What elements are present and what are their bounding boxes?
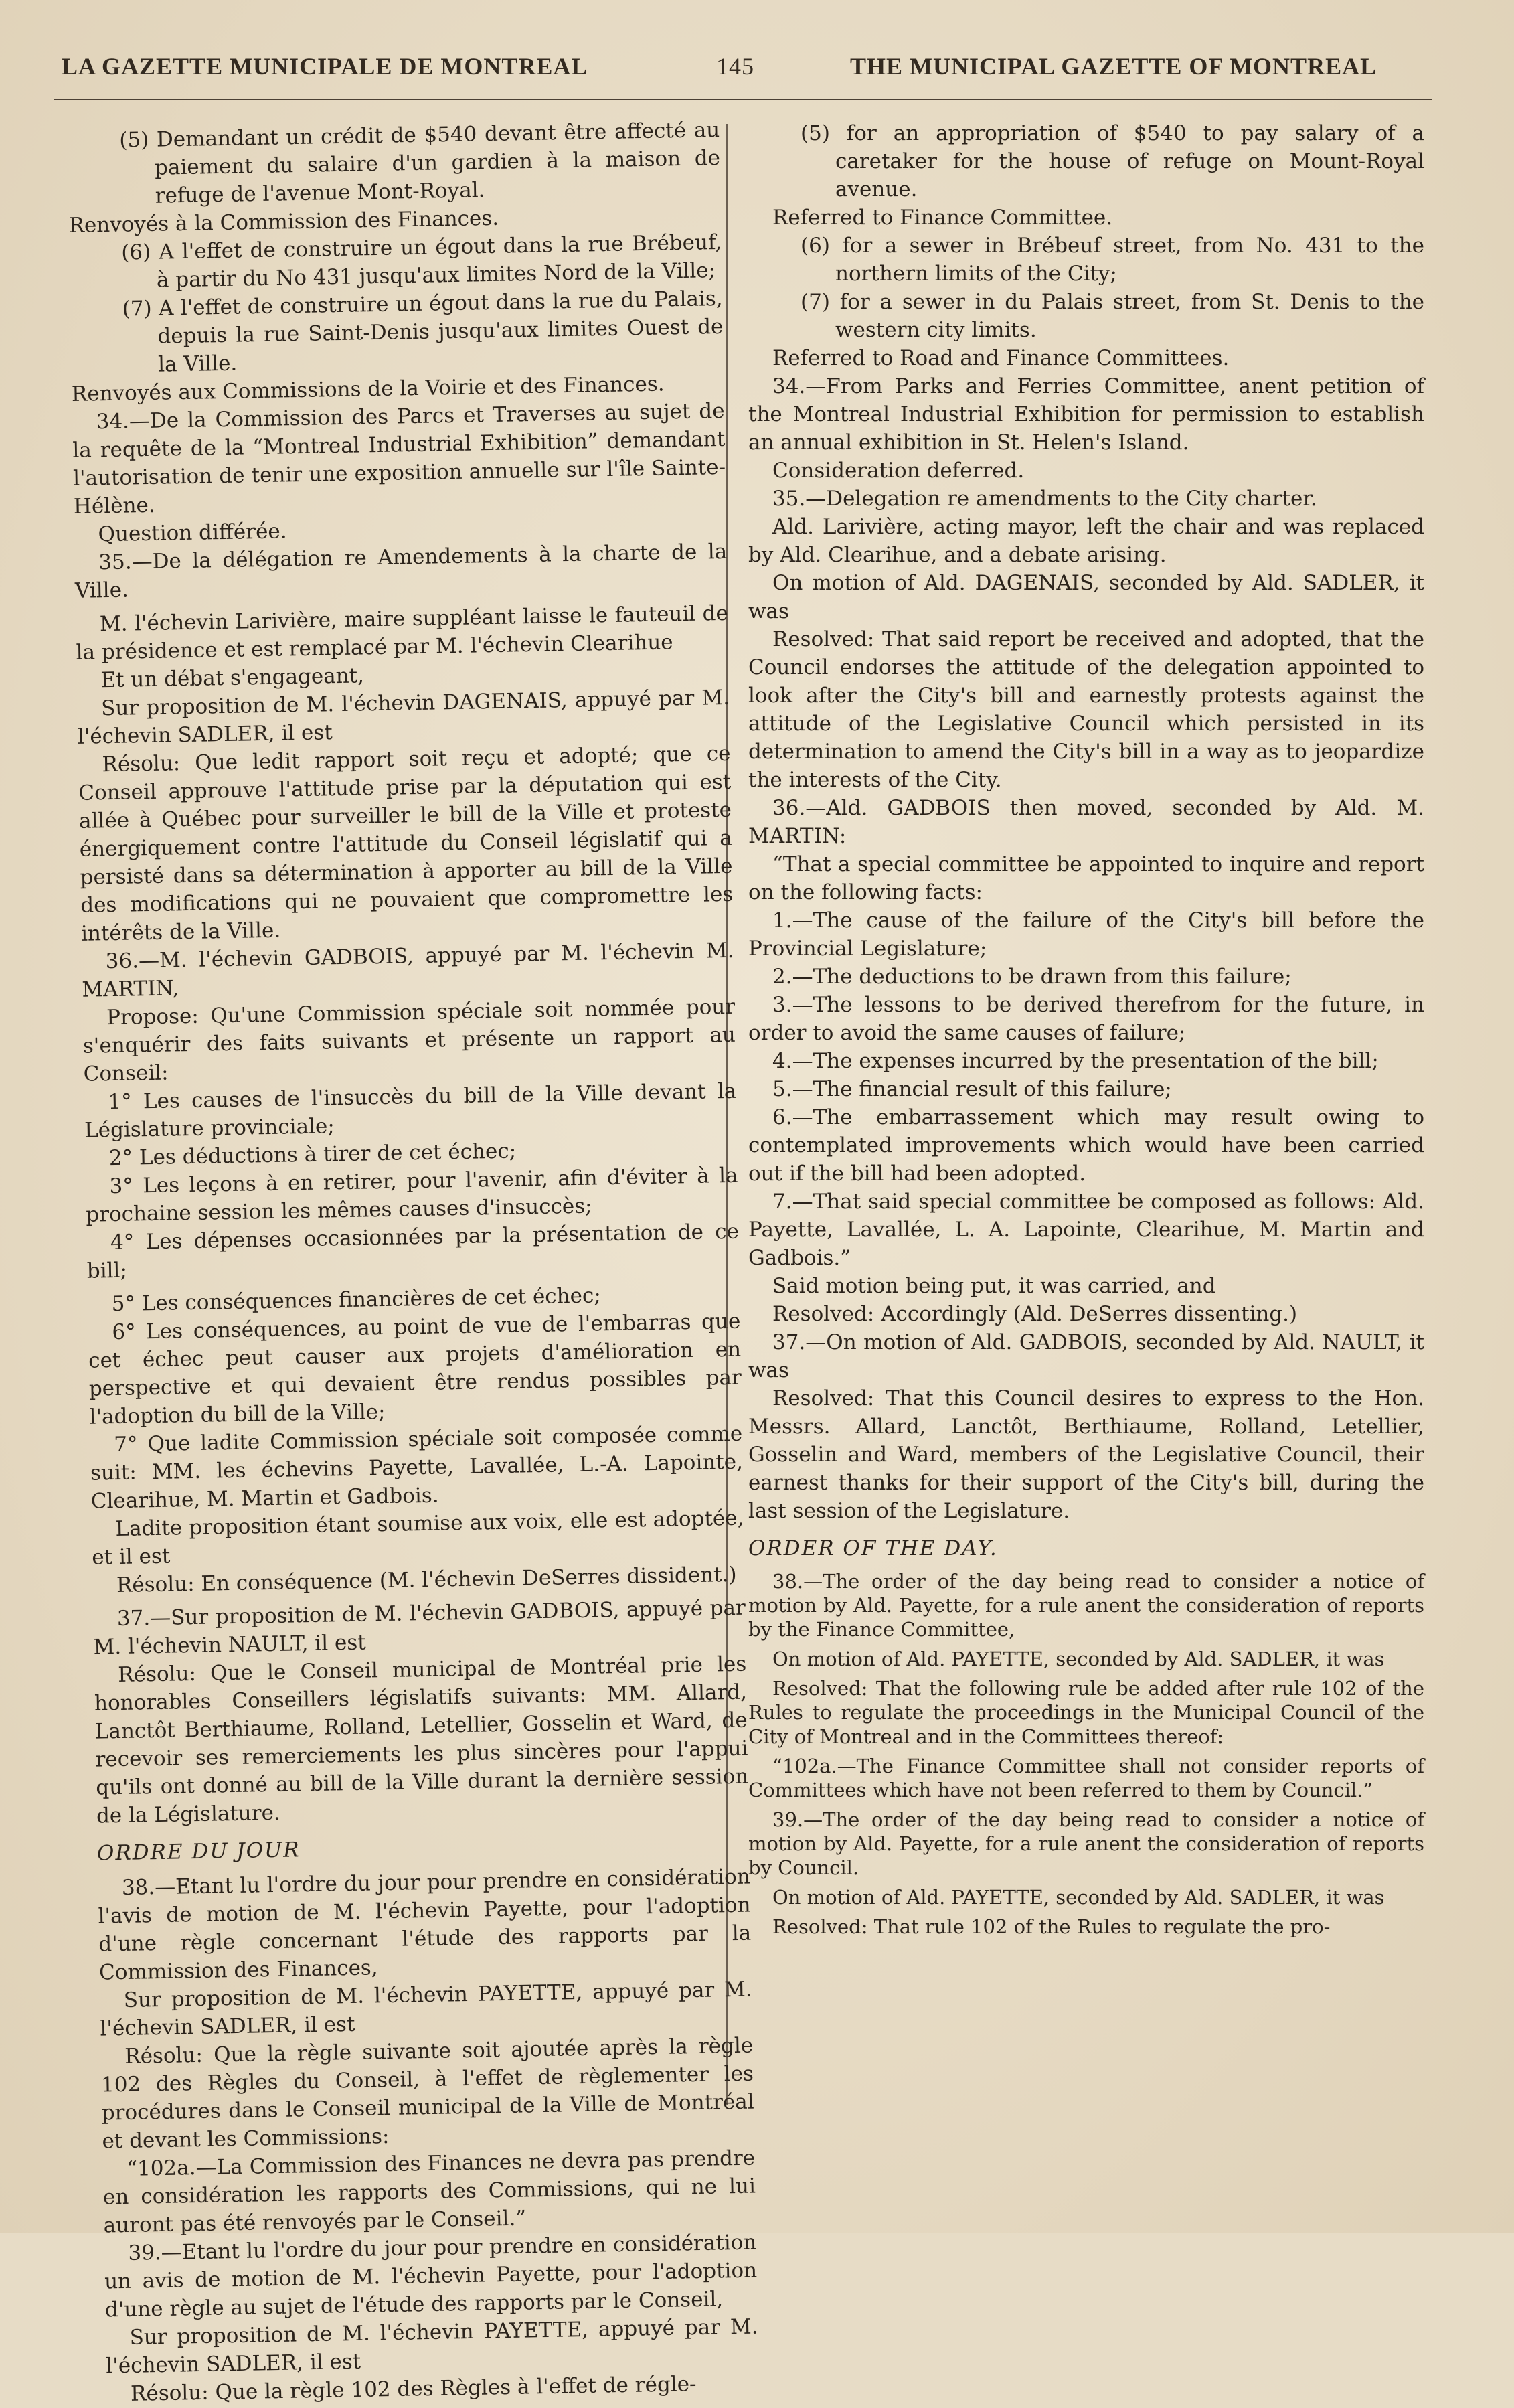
paragraph: 38.—Etant lu l'ordre du jour pour prendre en considération l'avis de motion de M. l'échevin Payette, pour l'adoption d'une règle concernant l'étude des rapports par la Commission des Finances,: [98, 1864, 752, 1985]
paragraph: 39.—The order of the day being read to consider a notice of motion by Ald. Payette, for a rule anent the consideration of reports by Council.: [748, 1808, 1424, 1879]
paragraph: 5.—The financial result of this failure;: [772, 1077, 1172, 1101]
paragraph: 3.—The lessons to be derived therefrom for the future, in order to avoid the same causes of failure;: [748, 993, 1424, 1045]
paragraph: Et un débat s'engageant,: [100, 663, 365, 693]
paragraph: “That a special committee be appointed to inquire and report on the following facts:: [748, 852, 1424, 904]
paragraph: “102a.—The Finance Committee shall not consider reports of Committees which have not been referred to them by Council.”: [748, 1755, 1424, 1801]
paragraph: Ald. Larivière, acting mayor, left the chair and was replaced by Ald. Clearihue, and a debate arising.: [748, 515, 1424, 567]
header-french-title: LA GAZETTE MUNICIPALE DE MONTREAL: [62, 53, 588, 80]
paragraph: 38.—The order of the day being read to consider a notice of motion by Ald. Payette, for a rule anent the consideration of reports by the Finance Committee,: [748, 1570, 1424, 1641]
paragraph: On motion of Ald. PAYETTE, seconded by Ald. SADLER, it was: [772, 1648, 1385, 1670]
paragraph: Resolved: That the following rule be added after rule 102 of the Rules to regulate the proceedings in the Municipal Council of the City of Montreal and in the Committees thereof:: [748, 1677, 1424, 1748]
paragraph: (5) Demandant un crédit de $540 devant être affecté au paiement du salaire d'un gardien à la maison de refuge de l'avenue Mont-Royal.: [119, 117, 721, 208]
paragraph: Résolu: Que la règle suivante soit ajoutée après la règle 102 des Règles du Conseil, à l'effet de règlementer les procédures dans le Conseil municipal de la Ville de Montréal et devant les Commissions:: [100, 2033, 754, 2154]
paragraph: (5) for an appropriation of $540 to pay salary of a caretaker for the house of refuge on Mount-Royal avenue.: [801, 121, 1424, 202]
paragraph: 5° Les conséquences financières de cet échec;: [111, 1283, 602, 1317]
paragraph: On motion of Ald. DAGENAIS, seconded by Ald. SADLER, it was: [748, 571, 1424, 623]
paragraph: Said motion being put, it was carried, and: [772, 1274, 1216, 1298]
paragraph: Résolu: En conséquence (M. l'échevin DeSerres dissident.): [116, 1562, 737, 1598]
paragraph: 34.—De la Commission des Parcs et Traverses au sujet de la requête de la “Montreal Industrial Exhibition” demandant l'autorisation de tenir une exposition annuelle sur l'île Sainte-Hélène.: [72, 398, 726, 519]
paragraph: M. l'échevin Larivière, maire suppléant laisse le fauteuil de la présidence et est remplacé par M. l'échevin Clearihue: [76, 600, 729, 665]
paragraph: “102a.—La Commission des Finances ne devra pas prendre en considération les rapports des Commissions, qui ne lui auront pas été renvoyés par le Conseil.”: [102, 2146, 756, 2238]
paragraph: (7) for a sewer in du Palais street, from St. Denis to the western city limits.: [801, 290, 1424, 342]
paragraph: Referred to Road and Finance Committees.: [772, 346, 1230, 370]
paragraph: Consideration deferred.: [772, 459, 1025, 483]
paragraph: 6° Les conséquences, au point de vue de l'embarras que cet échec peut causer aux projets d'amélioration en perspective et qui devaient être rendus possibles par l'adoption du bill de la Ville;: [88, 1309, 742, 1429]
paragraph: On motion of Ald. PAYETTE, seconded by Ald. SADLER, it was: [772, 1886, 1385, 1909]
paragraph: Renvoyés aux Commissions de la Voirie et des Finances.: [71, 372, 665, 406]
paragraph: (7) A l'effet de construire un égout dans la rue du Palais, depuis la rue Saint-Denis jusqu'aux limites Ouest de la Ville.: [122, 286, 724, 377]
paragraph: 7.—That said special committee be composed as follows: Ald. Payette, Lavallée, L. A. Lapointe, Clearihue, M. Martin and Gadbois.”: [748, 1190, 1424, 1270]
paragraph: 36.—M. l'échevin GADBOIS, appuyé par M. l'échevin M. MARTIN,: [82, 938, 734, 1002]
paragraph: (6) for a sewer in Brébeuf street, from No. 431 to the northern limits of the City;: [801, 234, 1424, 286]
paragraph: 4° Les dépenses occasionnées par la présentation de ce bill;: [86, 1219, 740, 1283]
paragraph: 34.—From Parks and Ferries Committee, anent petition of the Montreal Industrial Exhibition for permission to establish an annual exhibition in St. Helen's Island.: [748, 374, 1424, 455]
french-column: [67, 116, 759, 2408]
section-heading-ordre-du-jour: ORDRE DU JOUR: [96, 1838, 301, 1866]
paragraph: 1° Les causes de l'insuccès du bill de la Ville devant la Législature provinciale;: [84, 1078, 737, 1143]
paragraph: Question différée.: [98, 519, 287, 547]
paragraph: 37.—Sur proposition de M. l'échevin GADBOIS, appuyé par M. l'échevin NAULT, il est: [93, 1595, 746, 1660]
paragraph: Résolu: Que le Conseil municipal de Montréal prie les honorables Conseillers législatifs suivants: MM. Allard, Lanctôt Berthiaume, Rolland, Letellier, Gosselin et Ward, de recevoir ses remerciements les plus sincères pour l'appui qu'ils ont donné au bill de la Ville durant la dernière session de la Législature.: [94, 1652, 749, 1828]
page-number: 145: [716, 53, 754, 80]
paragraph: Ladite proposition étant soumise aux voix, elle est adoptée, et il est: [91, 1506, 744, 1570]
paragraph: Sur proposition de M. l'échevin PAYETTE, appuyé par M. l'échevin SADLER, il est: [100, 1977, 753, 2041]
paragraph: 35.—De la délégation re Amendements à la charte de la Ville.: [74, 539, 728, 603]
paragraph: Resolved: That this Council desires to express to the Hon. Messrs. Allard, Lanctôt, Berthiaume, Rolland, Letellier, Gosselin and Ward, members of the Legislative Council, their earnest thanks for their support of the City's bill, during the last session of the Legislature.: [748, 1386, 1424, 1523]
section-heading-order-of-the-day: ORDER OF THE DAY.: [748, 1536, 998, 1560]
paragraph: Resolved: Accordingly (Ald. DeSerres dissenting.): [772, 1302, 1298, 1326]
paragraph: Sur proposition de M. l'échevin DAGENAIS, appuyé par M. l'échevin SADLER, il est: [77, 685, 730, 749]
paragraph: 35.—Delegation re amendments to the City charter.: [772, 487, 1317, 511]
header-english-title: THE MUNICIPAL GAZETTE OF MONTREAL: [850, 53, 1377, 80]
paragraph: (6) A l'effet de construire un égout dans la rue Brébeuf, à partir du No 431 jusqu'aux limites Nord de la Ville;: [120, 230, 722, 293]
paragraph: Referred to Finance Committee.: [772, 206, 1113, 230]
paragraph: Résolu: Que la règle 102 des Règles à l'effet de régle-: [130, 2372, 697, 2406]
paragraph: 7° Que ladite Commission spéciale soit composée comme suit: MM. les échevins Payette, Lavallée, L.-A. Lapointe, Clearihue, M. Martin et Gadbois.: [90, 1421, 744, 1514]
paragraph: 1.—The cause of the failure of the City's bill before the Provincial Legislature;: [748, 908, 1424, 961]
paragraph: 4.—The expenses incurred by the presentation of the bill;: [772, 1049, 1379, 1073]
paragraph: Résolu: Que ledit rapport soit reçu et adopté; que ce Conseil approuve l'attitude prise par la députation qui est allée à Québec pour surveiller le bill de la Ville et proteste énergiquement contre l'attitude du Conseil législatif qui a persisté dans sa détermination à apporter au bill de la Ville des modifications qui ne pouvaient que compromettre les intérêts de la Ville.: [78, 741, 734, 946]
english-column: [748, 119, 1424, 1939]
paragraph: 36.—Ald. GADBOIS then moved, seconded by Ald. M. MARTIN:: [748, 796, 1424, 848]
paragraph: 2.—The deductions to be drawn from this failure;: [772, 965, 1292, 989]
paragraph: Renvoyés à la Commission des Finances.: [68, 206, 499, 238]
paragraph: Propose: Qu'une Commission spéciale soit nommée pour s'enquérir des faits suivants et présente un rapport au Conseil:: [82, 994, 736, 1087]
paragraph: 6.—The embarrassement which may result owing to contemplated improvements which would have been carried out if the bill had been adopted.: [748, 1105, 1424, 1186]
paragraph: Resolved: That said report be received and adopted, that the Council endorses the attitude of the delegation appointed to look after the City's bill and earnestly protests against the attitude of the Legislative Council which persisted in its determination to amend the City's bill in a way as to jeopardize the interests of the City.: [748, 627, 1424, 792]
paragraph: 37.—On motion of Ald. GADBOIS, seconded by Ald. NAULT, it was: [748, 1330, 1424, 1382]
header-rule: [54, 99, 1432, 100]
paragraph: Resolved: That rule 102 of the Rules to regulate the pro-: [772, 1915, 1331, 1938]
paragraph: Sur proposition de M. l'échevin PAYETTE, appuyé par M. l'échevin SADLER, il est: [106, 2314, 758, 2379]
paragraph: 2° Les déductions à tirer de cet échec;: [108, 1139, 517, 1171]
paragraph: 3° Les leçons à en retirer, pour l'avenir, afin d'éviter à la prochaine session les mêmes causes d'insuccès;: [86, 1163, 738, 1227]
paragraph: 39.—Etant lu l'ordre du jour pour prendre en considération un avis de motion de M. l'échevin Payette, pour l'adoption d'une règle au sujet de l'étude des rapports par le Conseil,: [104, 2230, 758, 2322]
